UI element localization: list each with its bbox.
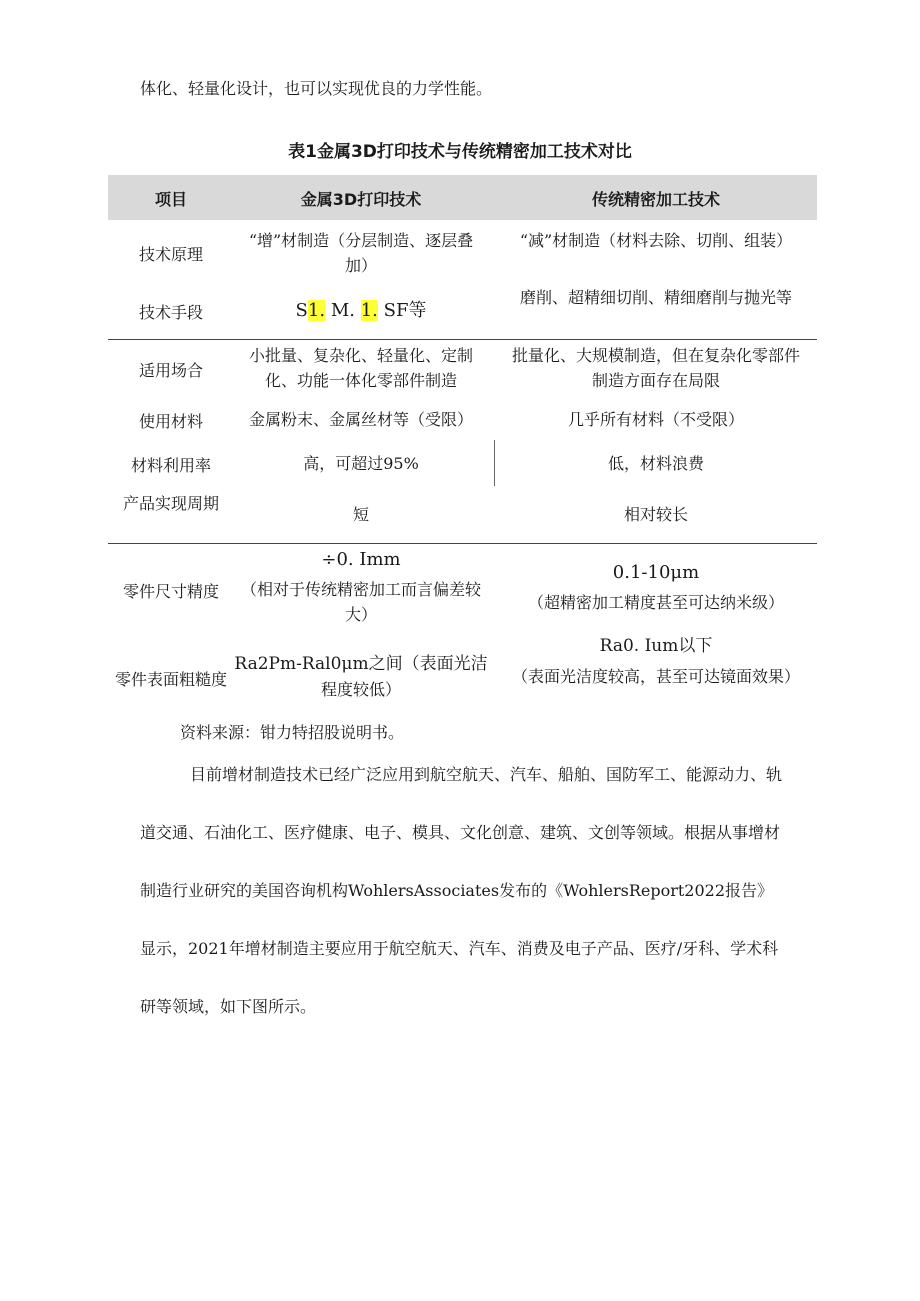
row-metal-principle bbox=[230, 228, 492, 278]
table-title: 表1金属3D打印技术与传统精密加工技术对比 bbox=[288, 142, 632, 162]
cell-line: （相对于传统精密加工而言偏差较 bbox=[240, 580, 481, 599]
cell-line: 0.1-10μm bbox=[612, 562, 700, 583]
paragraph-line: 制造行业研究的美国咨询机构WohlersAssociates发布的《WohlersReport2022报告》 bbox=[140, 881, 774, 900]
cell-line: 低，材料浪费 bbox=[607, 454, 704, 473]
cell-line: 小批量、复杂化、轻量化、定制 bbox=[248, 346, 473, 365]
row-metal-precision bbox=[230, 547, 492, 627]
table-source-note: 资料来源：钳力特招股说明书。 bbox=[180, 723, 405, 742]
cell-line: 几乎所有材料（不受限） bbox=[567, 410, 744, 429]
row-item-utilization: 材料利用率 bbox=[130, 456, 211, 475]
row-trad-scenario bbox=[496, 343, 816, 393]
row-trad-principle bbox=[496, 228, 816, 253]
row-trad-precision bbox=[496, 560, 816, 615]
cell-line: 程度较低） bbox=[320, 680, 401, 699]
cell-line: （超精密加工精度甚至可达纳米级） bbox=[527, 593, 784, 612]
row-item-materials: 使用材料 bbox=[138, 412, 203, 431]
means-highlight: 1. bbox=[360, 300, 378, 321]
paragraph-line: 目前增材制造技术已经广泛应用到航空航天、汽车、船舶、国防军工、能源动力、轨 bbox=[190, 765, 783, 784]
table-divider bbox=[108, 543, 817, 544]
row-trad-roughness bbox=[496, 634, 816, 689]
row-item-principle: 技术原理 bbox=[138, 245, 203, 264]
means-text: M. bbox=[330, 300, 355, 321]
paragraph-line: 研等领域，如下图所示。 bbox=[140, 997, 317, 1016]
body-paragraph bbox=[140, 746, 820, 1036]
cell-line: 短 bbox=[352, 505, 369, 524]
cell-line: Ra2Pm-Ral0μm之间（表面光洁 bbox=[234, 654, 488, 674]
header-metal: 金属3D打印技术 bbox=[300, 190, 422, 209]
intro-tail-text: 体化、轻量化设计，也可以实现优良的力学性能。 bbox=[140, 79, 493, 98]
column-divider bbox=[494, 440, 495, 486]
means-text: S bbox=[295, 300, 308, 321]
cell-line: “增”材制造（分层制造、逐层叠 bbox=[248, 231, 474, 250]
row-item-scenario: 适用场合 bbox=[138, 361, 203, 380]
row-metal-means bbox=[230, 298, 492, 323]
header-traditional: 传统精密加工技术 bbox=[591, 190, 720, 209]
cell-line: 金属粉末、金属丝材等（受限） bbox=[248, 410, 473, 429]
row-item-cycle: 产品实现周期 bbox=[122, 494, 219, 513]
cell-line: 制造方面存在局限 bbox=[591, 371, 720, 390]
cell-line: “减”材制造（材料去除、切削、组装） bbox=[519, 231, 793, 250]
cell-line: （表面光洁度较高，甚至可达镜面效果） bbox=[511, 667, 800, 686]
cell-line: 磨削、超精细切削、精细磨削与抛光等 bbox=[519, 288, 792, 307]
row-metal-materials bbox=[230, 407, 492, 432]
cell-line: 高，可超过95% bbox=[303, 454, 419, 473]
means-text: SF等 bbox=[383, 300, 427, 321]
header-item: 项目 bbox=[154, 190, 187, 209]
cell-line: 相对较长 bbox=[623, 505, 688, 524]
row-trad-materials bbox=[496, 407, 816, 432]
cell-line: Ra0. Ium以下 bbox=[599, 636, 713, 656]
cell-line: ÷0. Imm bbox=[321, 549, 401, 570]
row-trad-means bbox=[496, 285, 816, 310]
cell-line: 批量化、大规模制造，但在复杂化零部件 bbox=[511, 346, 800, 365]
paragraph-line: 显示，2021年增材制造主要应用于航空航天、汽车、消费及电子产品、医疗/牙科、学术科 bbox=[140, 939, 779, 958]
row-metal-cycle bbox=[230, 502, 492, 527]
row-item-means: 技术手段 bbox=[138, 303, 203, 322]
table-divider bbox=[108, 339, 817, 340]
row-item-roughness: 零件表面粗糙度 bbox=[114, 670, 227, 689]
row-trad-cycle bbox=[496, 502, 816, 527]
row-metal-scenario bbox=[230, 343, 492, 393]
paragraph-line: 道交通、石油化工、医疗健康、电子、模具、文化创意、建筑、文创等领域。根据从事增材 bbox=[140, 823, 781, 842]
means-highlight: 1. bbox=[307, 300, 326, 321]
row-metal-utilization bbox=[230, 451, 492, 476]
row-item-precision: 零件尺寸精度 bbox=[122, 582, 219, 601]
row-trad-utilization bbox=[496, 451, 816, 476]
row-metal-roughness bbox=[230, 652, 492, 702]
cell-line: 大） bbox=[344, 605, 377, 624]
cell-line: 加） bbox=[344, 256, 377, 275]
cell-line: 化、功能一体化零部件制造 bbox=[264, 371, 457, 390]
